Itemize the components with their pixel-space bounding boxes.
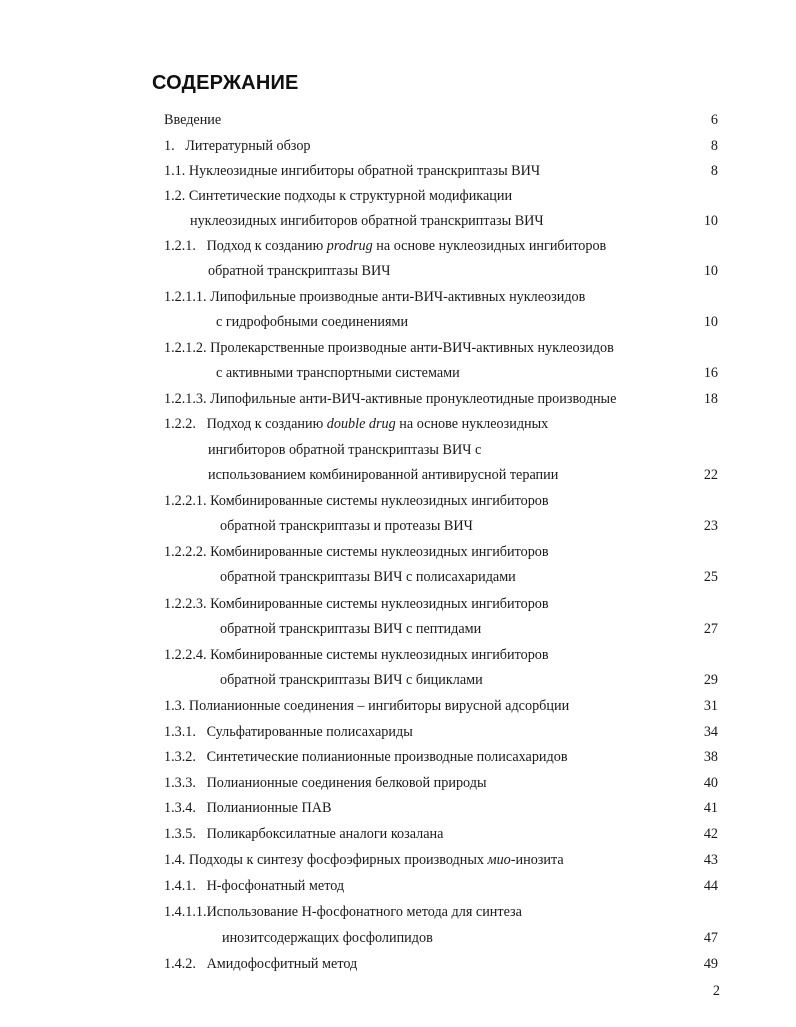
toc-page-number: 10 [703,263,718,279]
toc-entry-text: 1.3. Полианионные соединения – ингибиторы вирусной адсорбции [164,698,570,714]
toc-entry-1-2-2-3 [164,595,549,613]
toc-entry-text: 1.3.1. Сульфатированные полисахариды [164,724,413,740]
toc-page-number: 27 [703,621,718,637]
toc-entry-italic-term: prodrug [326,238,373,254]
toc-page-number: 29 [703,672,718,688]
page-title: СОДЕРЖАНИЕ [152,72,299,94]
toc-entry-text: обратной транскриптазы ВИЧ с бициклами [220,672,483,688]
toc-entry-1-2 [164,187,512,205]
toc-entry-1-2-2-4 [164,646,549,664]
toc-entry-1-2-continued [190,212,544,230]
toc-entry-text: 1.3.4. Полианионные ПАВ [164,800,332,816]
toc-entry-text: 1.4. Подходы к синтезу фосфоэфирных производных [164,852,488,868]
toc-page-number: 16 [703,365,718,381]
toc-page-number: 41 [703,800,718,816]
toc-entry-1-2-1-2 [164,339,614,357]
toc-entry-1-2-1 [164,237,606,255]
toc-entry-text: 1.2.1.2. Пролекарственные производные анти-ВИЧ-активных нуклеозидов [164,340,614,356]
toc-entry-1-2-2-continued-2 [208,466,558,484]
toc-entry-text: обратной транскриптазы ВИЧ с полисахаридами [220,569,516,585]
toc-page-number: 43 [703,852,718,868]
toc-entry-text: 1.1. Нуклеозидные ингибиторы обратной транскриптазы ВИЧ [164,163,541,179]
toc-entry-text: -инозита [510,852,564,868]
toc-entry-1-2-1-3 [164,390,616,408]
toc-entry-1-2-2-continued [208,441,481,459]
toc-entry-1-2-2-1-continued [220,517,473,535]
toc-entry-text: с активными транспортными системами [216,365,460,381]
toc-entry-1-3-5 [164,825,443,843]
toc-entry-text: 1.3.5. Поликарбоксилатные аналоги козалана [164,826,444,842]
toc-page-number: 23 [703,518,718,534]
toc-page-number: 31 [703,698,718,714]
toc-entry-1-2-2-1 [164,492,549,510]
toc-page-number: 10 [703,314,718,330]
toc-entry-text: 1.4.1. Н-фосфонатный метод [164,878,345,894]
toc-entry-italic-term: double drug [326,416,396,432]
toc-page-number: 18 [703,391,718,407]
toc-entry-1-1 [164,162,540,180]
toc-page-number: 44 [703,878,718,894]
toc-entry-1-4-2 [164,955,357,973]
toc-page-number: 10 [703,213,718,229]
toc-entry-text: 1.3.3. Полианионные соединения белковой природы [164,775,487,791]
page-number: 2 [712,983,720,999]
toc-entry-text: инозитсодержащих фосфолипидов [222,930,433,946]
toc-entry-text: Введение [164,112,222,128]
toc-entry-text: 1.4.1.1.Использование Н-фосфонатного метода для синтеза [164,904,522,920]
toc-page-number: 8 [710,138,718,154]
toc-entry-text: 1.3.2. Синтетические полианионные производные полисахаридов [164,749,568,765]
toc-page-number: 22 [703,467,718,483]
toc-entry-text: 1.2.2.4. Комбинированные системы нуклеозидных ингибиторов [164,647,549,663]
toc-entry-1-3-4 [164,799,331,817]
toc-entry-1-2-2-3-continued [220,620,481,638]
toc-page-number: 34 [703,724,718,740]
toc-entry-text: 1.2.2.3. Комбинированные системы нуклеозидных ингибиторов [164,596,549,612]
toc-entry-1-2-2-2-continued [220,568,516,586]
toc-entry-1-2-2-2 [164,543,549,561]
toc-entry-text: нуклеозидных ингибиторов обратной транскриптазы ВИЧ [190,213,544,229]
toc-entry-1-2-2-4-continued [220,671,483,689]
toc-entry-1-2-1-1-continued [216,313,408,331]
toc-entry-1-3-2 [164,748,568,766]
toc-entry-text: обратной транскриптазы ВИЧ с пептидами [220,621,482,637]
toc-entry-1-3-1 [164,723,413,741]
toc-entry-1-4-1-1 [164,903,522,921]
toc-page-number: 8 [710,163,718,179]
toc-page-number: 47 [703,930,718,946]
toc-entry-text: обратной транскриптазы ВИЧ [208,263,391,279]
toc-entry-text: 1.2. Синтетические подходы к структурной модификации [164,188,513,204]
toc-entry-1-4-1-1-continued [222,929,433,947]
toc-entry-text: 1.2.2. Подход к созданию [164,416,327,432]
toc-page-number: 40 [703,775,718,791]
toc-entry-text: использованием комбинированной антивирусной терапии [208,467,559,483]
toc-entry-text: 1.2.2.2. Комбинированные системы нуклеозидных ингибиторов [164,544,549,560]
toc-page-number: 38 [703,749,718,765]
toc-page-number: 25 [703,569,718,585]
toc-entry-text: 1.2.1.3. Липофильные анти-ВИЧ-активные пронуклеотидные производные [164,391,617,407]
toc-entry-text: 1.2.1. Подход к созданию [164,238,327,254]
toc-entry-1-2-2 [164,415,548,433]
toc-entry-1-4 [164,851,564,869]
toc-entry-1-2-1-2-continued [216,364,460,382]
toc-entry-text: 1.2.2.1. Комбинированные системы нуклеозидных ингибиторов [164,493,549,509]
toc-page-number: 42 [703,826,718,842]
toc-entry-text: 1.4.2. Амидофосфитный метод [164,956,358,972]
toc-entry-text: 1. Литературный обзор [164,138,311,154]
toc-entry-text: на основе нуклеозидных [395,416,549,432]
toc-entry-1-3-3 [164,774,486,792]
toc-entry-text: обратной транскриптазы и протеазы ВИЧ [220,518,473,534]
toc-entry-1-3 [164,697,569,715]
toc-entry-italic-term: мио [487,852,511,868]
toc-page-number: 6 [710,112,718,128]
toc-entry-intro [164,111,221,129]
toc-entry-text: с гидрофобными соединениями [216,314,409,330]
toc-entry-text: 1.2.1.1. Липофильные производные анти-ВИЧ-активных нуклеозидов [164,289,586,305]
toc-entry-1-2-1-continued [208,262,390,280]
toc-entry-1-2-1-1 [164,288,585,306]
toc-entry-section-1 [164,137,311,155]
toc-entry-text: ингибиторов обратной транскриптазы ВИЧ с [208,442,482,458]
toc-page-number: 49 [703,956,718,972]
toc-entry-text: на основе нуклеозидных ингибиторов [372,238,607,254]
toc-entry-1-4-1 [164,877,344,895]
